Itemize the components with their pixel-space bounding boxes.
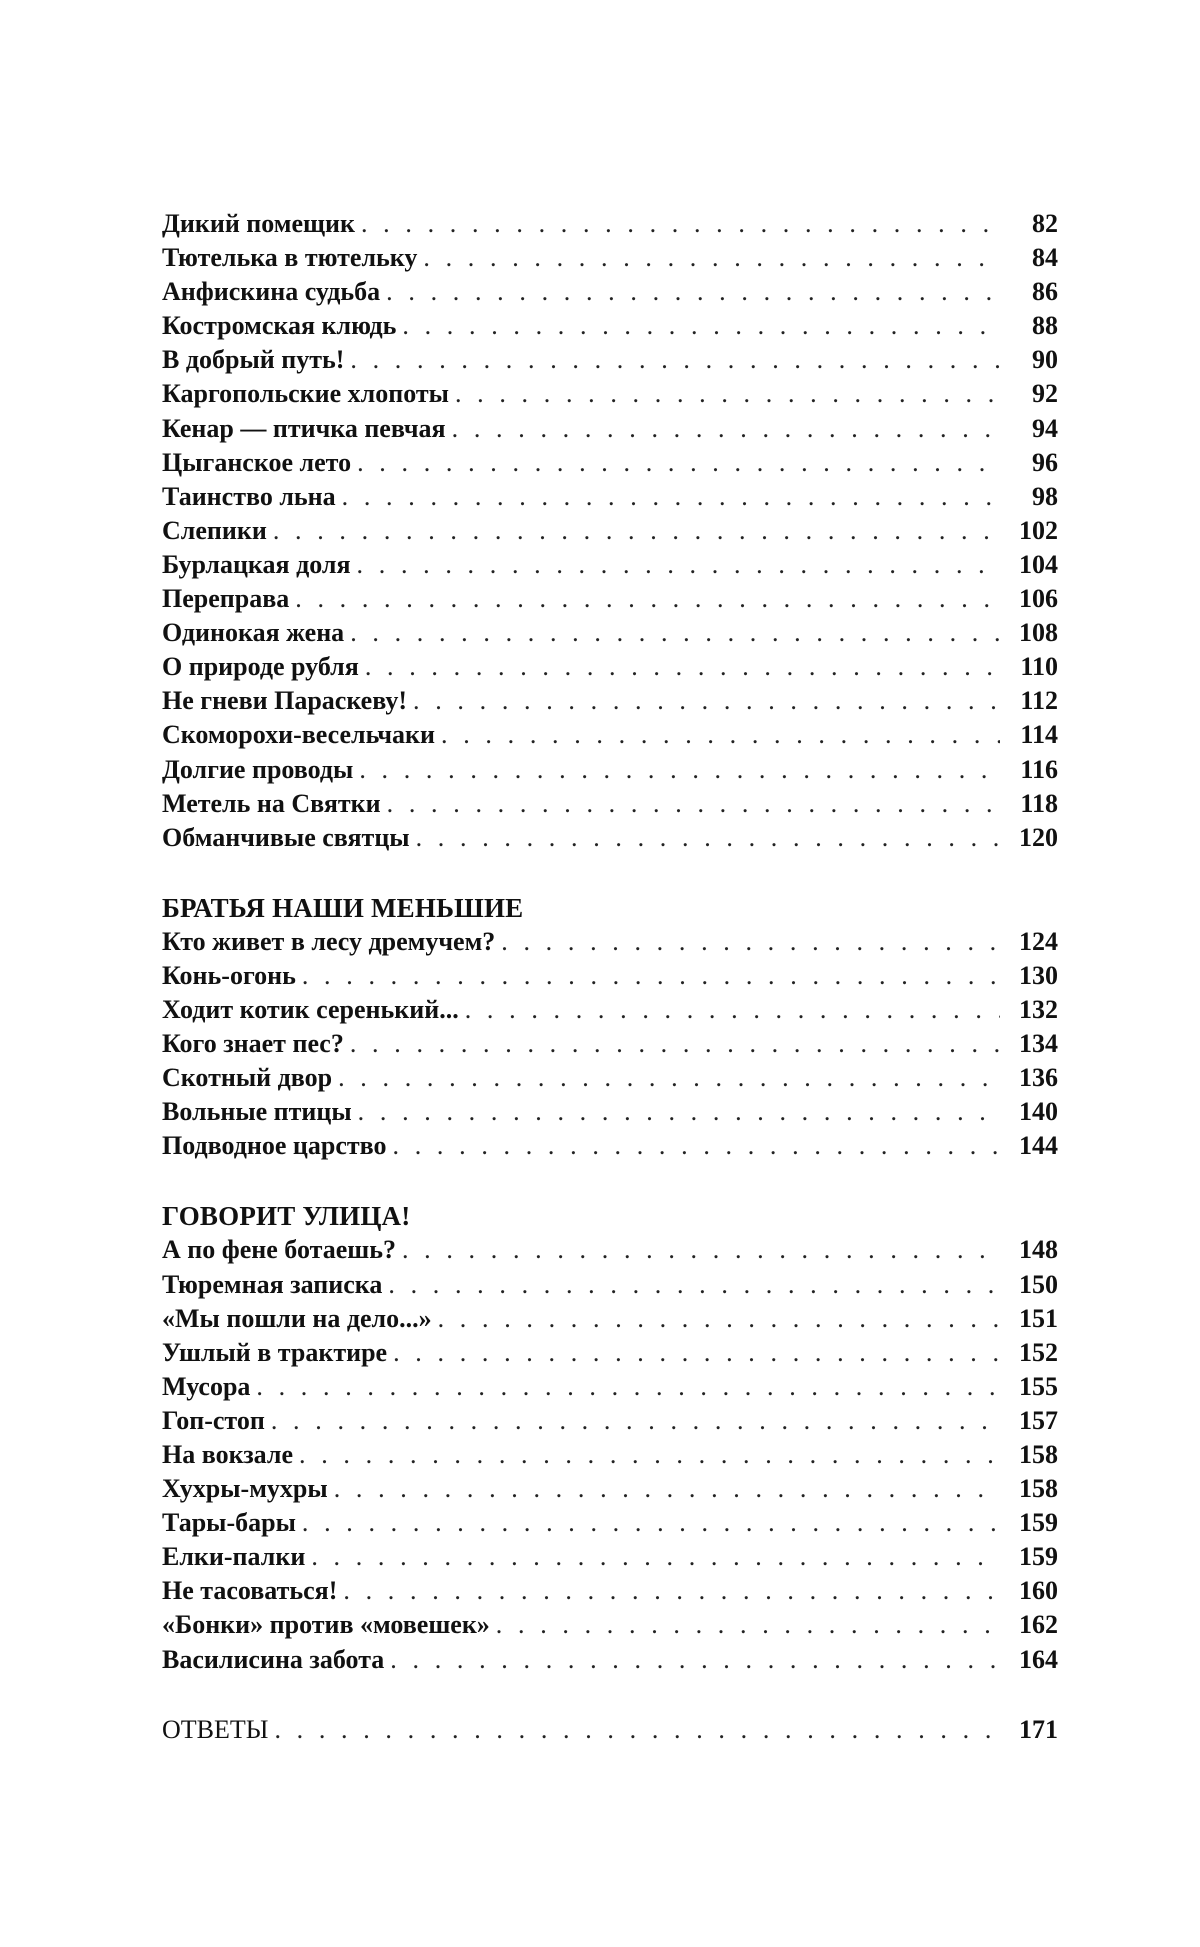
dot-leader [455,377,1000,411]
toc-entry[interactable] [162,1608,1058,1642]
toc-entry[interactable] [162,925,1058,959]
toc-entry[interactable] [162,1370,1058,1404]
toc-entry-title: Не гневи Параскеву! [162,686,408,716]
dot-leader [416,821,1000,855]
toc-entry-page: 159 [1019,1508,1058,1538]
toc-entry[interactable] [162,1472,1058,1506]
toc-entry[interactable] [162,548,1058,582]
toc-entry-page: 92 [1032,379,1058,409]
dot-leader [334,1472,1000,1506]
toc-entry[interactable] [162,1095,1058,1129]
toc-entry[interactable] [162,993,1058,1027]
toc-entry-page: 96 [1032,447,1058,477]
toc-entry-page: 136 [1019,1063,1058,1093]
toc-entry-title: Гоп-стоп [162,1405,265,1435]
dot-leader [357,548,1000,582]
toc-entry-page: 155 [1019,1371,1058,1401]
toc-entry-title: Кого знает пес? [162,1029,344,1059]
toc-entry-title: Скоморохи-весельчаки [162,720,436,750]
toc-entry-page: 90 [1032,345,1058,375]
toc-entry[interactable] [162,1129,1058,1163]
toc-entry[interactable] [162,821,1058,855]
toc-entry-title: Переправа [162,584,290,614]
toc-entry[interactable] [162,582,1058,616]
toc-entry-title: Одинокая жена [162,618,345,648]
dot-leader [388,1268,1000,1302]
dot-leader [302,959,1000,993]
dot-leader [256,1370,1000,1404]
section-title: БРАТЬЯ НАШИ МЕНЬШИЕ [162,892,524,923]
toc-entry-page: 116 [1020,754,1058,784]
dot-leader [496,1608,1000,1642]
toc-entry-page: 159 [1019,1542,1058,1572]
toc-entry-title: «Мы пошли на дело...» [162,1303,432,1333]
toc-entry[interactable] [162,241,1058,275]
dot-leader [365,650,1000,684]
toc-entry-title: Ходит котик серенький... [162,994,459,1024]
toc-entry-page: 134 [1019,1029,1058,1059]
dot-leader [311,1540,1000,1574]
toc-entry-title: Слепики [162,515,267,545]
toc-entry-page: 124 [1019,926,1058,956]
dot-leader [501,925,1000,959]
toc-entry-title: Обманчивые святцы [162,822,410,852]
toc-entry-page: 120 [1019,822,1058,852]
toc-entry-title: Не тасоваться! [162,1576,338,1606]
toc-entry[interactable] [162,1574,1058,1608]
toc-entry[interactable] [162,1302,1058,1336]
dot-leader [350,1027,1000,1061]
toc-entry-page: 140 [1019,1097,1058,1127]
toc-entry-page: 94 [1032,413,1058,443]
toc-entry[interactable] [162,1540,1058,1574]
dot-leader [338,1061,1000,1095]
dot-leader [271,1404,1000,1438]
toc-entry-title: «Бонки» против «мовешек» [162,1610,490,1640]
toc-entry-page: 150 [1019,1269,1058,1299]
toc-section-street [162,1199,1058,1676]
dot-leader [342,480,1000,514]
toc-entry-title: Елки-палки [162,1542,306,1572]
toc-entry-title: Анфискина судьба [162,277,381,307]
dot-leader [274,1713,1000,1747]
toc-entry-title: Мусора [162,1371,251,1401]
dot-leader [465,993,1000,1027]
toc-entry-page: 98 [1032,481,1058,511]
toc-entry[interactable] [162,718,1058,752]
toc-entry-page: 110 [1020,652,1058,682]
toc-entry[interactable] [162,446,1058,480]
toc-entry-title: Цыганское лето [162,447,352,477]
toc-entry-title: Вольные птицы [162,1097,352,1127]
toc-entry-page: 158 [1019,1440,1058,1469]
toc-entry-page: 157 [1019,1405,1058,1435]
toc-entry-title: Костромская клюдь [162,311,397,341]
dot-leader [295,582,1000,616]
toc-entry-title: Хухры-мухры [162,1474,328,1504]
toc-entry[interactable] [162,343,1058,377]
toc-entry[interactable] [162,1027,1058,1061]
dot-leader [350,343,1000,377]
toc-entry-page: 102 [1019,515,1058,545]
toc-entry-title: В добрый путь! [162,345,345,375]
dot-leader [390,1643,1000,1677]
dot-leader [343,1574,1000,1608]
toc-entry[interactable] [162,753,1058,787]
toc-entry-page: 114 [1020,720,1058,750]
toc-entry[interactable] [162,275,1058,309]
toc-entry-title: А по фене ботаешь? [162,1235,396,1265]
dot-leader [359,753,1000,787]
toc-entry[interactable] [162,1061,1058,1095]
toc-entry[interactable] [162,1506,1058,1540]
toc-entry[interactable] [162,1336,1058,1370]
toc-entry[interactable] [162,309,1058,343]
toc-entry-title: Кто живет в лесу дремучем? [162,926,496,956]
toc-entry-page: 160 [1019,1576,1058,1606]
toc-entry-title: Метель на Святки [162,788,381,818]
toc-entry-page: 108 [1019,618,1058,648]
toc-entry-page: 164 [1019,1644,1058,1674]
toc-entry-page: 86 [1032,277,1058,307]
toc-entry-title: Бурлацкая доля [162,549,351,579]
toc-entry[interactable] [162,1643,1058,1677]
toc-entry-title: Долгие проводы [162,754,354,784]
toc-entry-page: 148 [1019,1235,1058,1265]
toc-entry-title: ОТВЕТЫ [162,1714,269,1744]
toc-entry-page: 171 [1019,1714,1058,1744]
toc-entry[interactable] [162,684,1058,718]
toc-entry-page: 118 [1020,788,1058,818]
toc-entry-title: Конь-огонь [162,960,296,990]
dot-leader [361,207,1000,241]
toc-entry[interactable] [162,480,1058,514]
dot-leader [273,514,1000,548]
dot-leader [357,446,1000,480]
toc-entry-page: 104 [1019,549,1058,579]
dot-leader [358,1095,1000,1129]
toc-entry-page: 144 [1019,1131,1058,1161]
toc-entry[interactable] [162,377,1058,411]
dot-leader [386,275,1000,309]
dot-leader [438,1302,1000,1336]
toc-entry[interactable] [162,1404,1058,1438]
toc-entry-title: Таинство льна [162,481,336,511]
table-of-contents [162,207,1058,1747]
toc-entry-title: На вокзале [162,1440,294,1469]
dot-leader [387,787,1000,821]
section-title: ГОВОРИТ УЛИЦА! [162,1201,411,1232]
dot-leader [393,1336,1000,1370]
toc-entry-title: Тюремная записка [162,1269,383,1299]
toc-entry[interactable] [162,616,1058,650]
dot-leader [441,718,1000,752]
toc-entry-answers[interactable] [162,1713,1058,1747]
toc-entry[interactable] [162,787,1058,821]
toc-entry-page: 132 [1019,994,1058,1024]
toc-entry-title: Тары-бары [162,1508,296,1538]
toc-entry[interactable] [162,1233,1058,1267]
dot-leader [423,241,1000,275]
toc-entry-title: Подводное царство [162,1131,387,1161]
toc-entry[interactable] [162,207,1058,241]
dot-leader [402,1233,1000,1267]
toc-entry-title: Василисина забота [162,1644,385,1674]
toc-entry-title: Тютелька в тютельку [162,243,418,273]
dot-leader [413,684,1000,718]
toc-entry[interactable] [162,1268,1058,1302]
toc-entry-page: 88 [1032,311,1058,341]
toc-entry[interactable] [162,514,1058,548]
toc-entry-title: Каргопольские хлопоты [162,379,449,409]
toc-entry-title: О природе рубля [162,652,359,682]
dot-leader [350,616,1000,650]
dot-leader [302,1506,1000,1540]
toc-entry[interactable] [162,650,1058,684]
toc-entry-page: 112 [1020,686,1058,716]
toc-section-brothers [162,891,1058,1164]
dot-leader [299,1438,1000,1472]
toc-entry-title: Скотный двор [162,1063,333,1093]
toc-entry-page: 151 [1019,1303,1058,1333]
toc-entry-title: Дикий помещик [162,209,355,238]
toc-entry-title: Ушлый в трактире [162,1337,388,1367]
toc-entry[interactable] [162,412,1058,446]
toc-section-1 [162,207,1058,855]
toc-entry-title: Кенар — птичка певчая [162,413,446,443]
toc-entry-page: 162 [1019,1610,1058,1640]
dot-leader [452,412,1000,446]
dot-leader [402,309,1000,343]
toc-entry[interactable] [162,1438,1058,1472]
toc-entry-page: 82 [1032,209,1058,238]
toc-entry-page: 152 [1019,1337,1058,1367]
toc-entry[interactable] [162,959,1058,993]
toc-entry-page: 106 [1019,584,1058,614]
toc-entry-page: 84 [1032,243,1058,273]
dot-leader [393,1129,1000,1163]
toc-entry-page: 130 [1019,960,1058,990]
toc-entry-page: 158 [1019,1474,1058,1504]
